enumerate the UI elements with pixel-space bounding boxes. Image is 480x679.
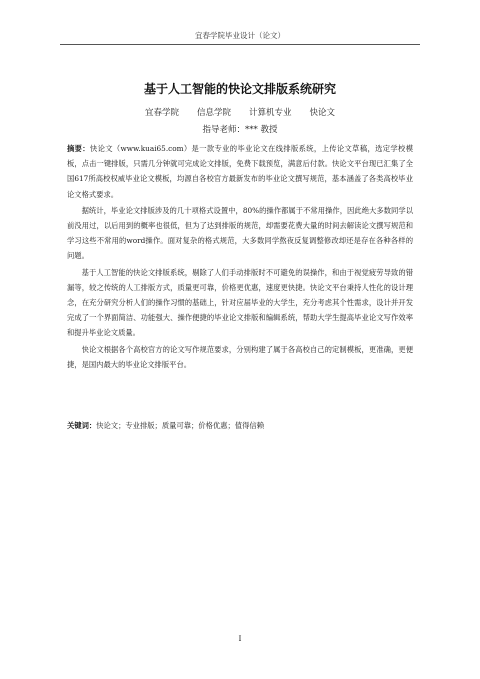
abstract-section: [67, 141, 413, 373]
major-name: 计算机专业: [249, 108, 292, 118]
header-rule: [60, 44, 420, 45]
abstract-paragraph: 快论文根据各个高校官方的论文写作规范要求，分别构建了属于各高校自己的定制模板，更准确，更便捷，是国内最大的毕业论文排版平台。: [67, 344, 413, 369]
abstract-paragraph: 基于人工智能的快论文排版系统，剔除了人们手动排版时不可避免的误操作，和由于视觉疲劳导致的错漏等，较之传统的人工排版方式，质量更可靠，价格更优惠，速度更快捷。快论文平台秉持人性化的设计理念，在充分研究分析人们的操作习惯的基础上，针对应届毕业的大学生，充分考虑其个性需求，设计并开发完成了一个界面简洁、功能强大、操作便捷的毕业论文排版和编辑系统，帮助大学生提高毕业论文写作效率和提升毕业论文质量。: [67, 267, 413, 338]
abstract-paragraph: 据统计，毕业论文排版涉及的几十项格式设置中，80%的操作都属于不常用操作，因此绝大多数同学以前没用过，以后用到的概率也很低，但为了达到排版的规范，却需要花费大量的时间去解读论文撰写规范和学习这些不常用的word操作。面对复杂的格式规范，大多数同学熬夜反复调整修改却还是存在各种各样的问题。: [67, 205, 413, 261]
keywords-label: 关键词：: [67, 421, 97, 430]
running-header: 宜春学院毕业设计（论文）: [195, 31, 285, 40]
college-name: 信息学院: [196, 108, 231, 118]
abstract-paragraph: [67, 141, 413, 202]
keywords-line: [67, 418, 413, 433]
abstract-label: 摘要：: [67, 144, 90, 153]
keywords-text: 快论文；专业排版；质量可靠；价格优惠；值得信赖: [96, 421, 265, 430]
advisor-line: 指导老师：*** 教授: [202, 125, 278, 135]
paper-title: 基于人工智能的快论文排版系统研究: [143, 82, 336, 96]
page-number: I: [238, 634, 242, 643]
author-name: 快论文: [309, 108, 336, 118]
abstract-text: 快论文（www.kuai65.com）是一款专业的毕业论文在线排版系统，上传论文草稿，选定学校模板，点击一键排版，只需几分钟就可完成论文排版，免费下载预览，满意后付款。快论文平台现已汇集了全国617所高校权威毕业论文模板，均源自各校官方最新发布的毕业论文撰写规范，基本涵盖了各类高校毕业论文格式要求。: [67, 144, 414, 199]
school-name: 宜春学院: [144, 108, 179, 118]
affiliation-line: [60, 106, 420, 118]
